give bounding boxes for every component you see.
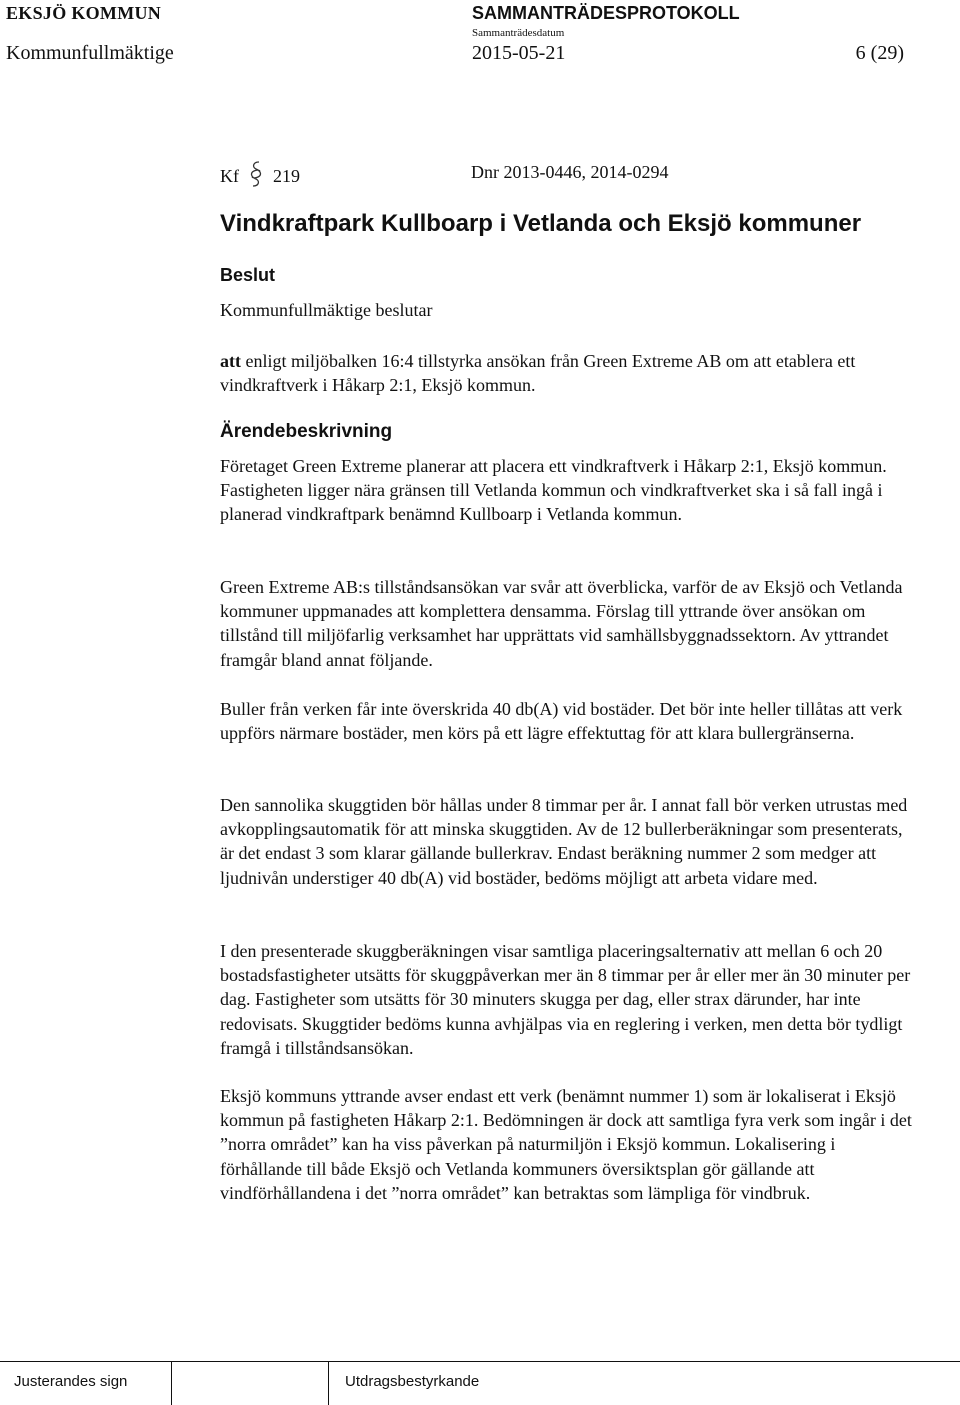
meeting-body: Kommunfullmäktige	[6, 42, 174, 64]
paragraph-icon	[247, 160, 265, 188]
beslut-intro: Kommunfullmäktige beslutar	[220, 300, 433, 320]
arende-paragraph: Eksjö kommuns yttrande avser endast ett verk (benämnt nummer 1) som är lokaliserat i Eksjö kommun på fastigheten Håkarp 2:1. Bedömningen är dock att samtliga fyra verk som ingår i det ”norra området” kan ha viss påverkan på naturmiljön i Eksjö kommun. Lokalisering i förhållande till både Eksjö och Vetlanda kommuners översiktsplan gör gällande att vindförhållandena i det ”norra området” kan betraktas som lämpliga för vindbruk.	[220, 1086, 912, 1203]
date-label: Sammanträdesdatum	[472, 27, 565, 39]
document-type: SAMMANTRÄDESPROTOKOLL	[472, 3, 740, 23]
page-number: 6 (29)	[855, 42, 904, 64]
beslut-heading: Beslut	[220, 265, 276, 285]
case-number	[220, 162, 300, 190]
arende-paragraph: I den presenterade skuggberäkningen visar samtliga placeringsalternativ att mellan 6 och 20 bostadsfastigheter utsätts för skuggpåverkan mer än 8 timmar per år eller mer än 30 minuter per dag. Fastigheter som utsätts för 30 minuters skugga per dag, eller strax därunder, har inte redovisats. Skuggtider bedöms kunna avhjälpas via en reglering i verken, men detta bör tydligt framgå i tillståndsansökan.	[220, 941, 911, 1058]
case-prefix: Kf	[220, 165, 239, 186]
att-keyword: att	[220, 351, 241, 371]
dnr: Dnr 2013-0446, 2014-0294	[471, 162, 669, 182]
utdragsbestyrkande-label: Utdragsbestyrkande	[345, 1373, 480, 1390]
meeting-date: 2015-05-21	[472, 42, 566, 64]
arende-paragraph: Den sannolika skuggtiden bör hållas under 8 timmar per år. I annat fall bör verken utrustas med avkopplingsautomatik för att minska skuggtiden. Av de 12 bullerberäkningar som presenterats, är det endast 3 som klarar gällande bullerkrav. Endast beräkning nummer 2 som medger att ljudnivån understiger 40 db(A) vid bostäder, bedöms möjligt att arbeta vidare med.	[220, 795, 908, 888]
page-title: Vindkraftpark Kullboarp i Vetlanda och Eksjö kommuner	[220, 210, 862, 237]
utdragsbestyrkande-cell	[328, 1362, 960, 1405]
signature-box	[171, 1362, 329, 1405]
arende-paragraph: Företaget Green Extreme planerar att placera ett vindkraftverk i Håkarp 2:1, Eksjö kommun. Fastigheten ligger nära gränsen till Vetlanda kommun och vindkraftverket ska i så fall ingå i planerad vindkraftpark benämnd Kullboarp i Vetlanda kommun.	[220, 456, 887, 525]
case-paragraph-number: 219	[273, 165, 300, 186]
justerandes-sign-cell	[0, 1362, 171, 1405]
beslut-body: enligt miljöbalken 16:4 tillstyrka ansökan från Green Extreme AB om att etablera ett vindkraftverk i Håkarp 2:1, Eksjö kommun.	[220, 351, 856, 395]
arende-heading: Ärendebeskrivning	[220, 421, 393, 442]
beslut-text	[220, 349, 920, 397]
arende-paragraph: Buller från verken får inte överskrida 40 db(A) vid bostäder. Det bör inte heller tillåtas att verk uppförs närmare bostäder, men körs på ett lägre effektuttag för att klara bullergränserna.	[220, 699, 903, 744]
organization-name: EKSJÖ KOMMUN	[6, 3, 162, 23]
arende-paragraph: Green Extreme AB:s tillståndsansökan var svår att överblicka, varför de av Eksjö och Vetlanda kommuner uppmanades att komplettera densamma. Förslag till yttrande över ansökan om tillstånd till miljöfarlig verksamhet har upprättats vid samhällsbyggnadssektorn. Av yttrandet framgår bland annat följande.	[220, 577, 903, 670]
signature-footer	[0, 1361, 960, 1405]
justerandes-sign-label: Justerandes sign	[14, 1373, 128, 1390]
